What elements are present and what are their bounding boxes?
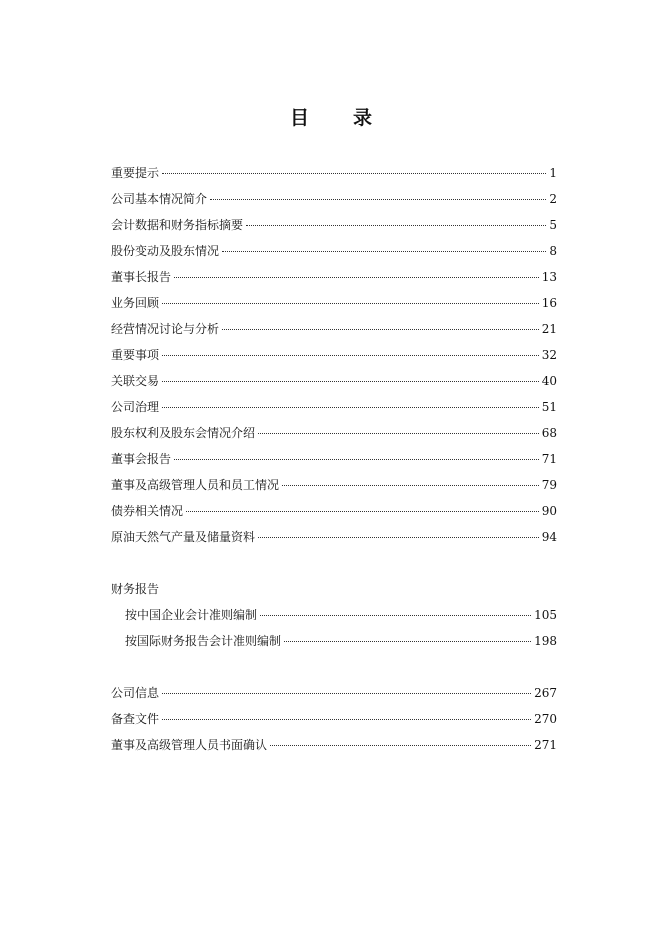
toc-entry-page-number: 51	[541, 400, 557, 414]
toc-leader-dots	[162, 381, 539, 382]
toc-leader-dots	[162, 693, 531, 694]
toc-entry-label: 经营情况讨论与分析	[111, 322, 220, 336]
toc-entry[interactable]	[111, 446, 557, 472]
toc-entry[interactable]	[111, 628, 557, 654]
toc-entry-label: 公司治理	[111, 400, 160, 414]
toc-entry-page-number: 21	[541, 322, 557, 336]
toc-entry-page-number: 8	[549, 244, 557, 258]
toc-entry-page-number: 71	[541, 452, 557, 466]
toc-entry-page-number: 267	[534, 686, 557, 700]
toc-entry-label: 公司信息	[111, 686, 160, 700]
toc-leader-dots	[260, 615, 531, 616]
toc-leader-dots	[162, 719, 531, 720]
toc-entry-page-number: 1	[549, 166, 557, 180]
toc-leader-dots	[162, 173, 546, 174]
toc-entry[interactable]	[111, 472, 557, 498]
toc-leader-dots	[258, 433, 539, 434]
toc-leader-dots	[162, 355, 539, 356]
toc-entry-label: 董事长报告	[111, 270, 172, 284]
toc-entry[interactable]	[111, 186, 557, 212]
toc-leader-dots	[174, 277, 539, 278]
toc-entry-page-number: 271	[534, 738, 557, 752]
toc-entry[interactable]	[111, 212, 557, 238]
toc-entry-label: 股东权利及股东会情况介绍	[111, 426, 256, 440]
toc-entry-page-number: 198	[534, 634, 557, 648]
toc-entry-label: 股份变动及股东情况	[111, 244, 220, 258]
toc-entry-label: 备查文件	[111, 712, 160, 726]
title-char-1: 目	[289, 107, 309, 129]
toc-entry[interactable]	[111, 680, 557, 706]
toc-leader-dots	[222, 329, 539, 330]
toc-leader-dots	[270, 745, 531, 746]
toc-entry[interactable]	[111, 498, 557, 524]
toc-entry[interactable]	[111, 394, 557, 420]
toc-financial-section	[111, 602, 557, 654]
toc-entry-label: 董事及高级管理人员和员工情况	[111, 478, 280, 492]
toc-entry-label: 债券相关情况	[111, 504, 184, 518]
page-title	[0, 103, 662, 130]
toc-entry[interactable]	[111, 290, 557, 316]
toc-entry-label: 关联交易	[111, 374, 160, 388]
toc-entry-page-number: 79	[541, 478, 557, 492]
toc-main-section	[111, 160, 557, 550]
toc-leader-dots	[282, 485, 539, 486]
toc-entry[interactable]	[111, 732, 557, 758]
toc-financial-heading: 财务报告	[111, 582, 160, 596]
toc-entry[interactable]	[111, 264, 557, 290]
toc-entry-page-number: 13	[541, 270, 557, 284]
toc-entry[interactable]	[111, 238, 557, 264]
toc-entry[interactable]	[111, 368, 557, 394]
toc-entry-page-number: 270	[534, 712, 557, 726]
toc-entry-label: 重要事项	[111, 348, 160, 362]
toc-entry-page-number: 2	[549, 192, 557, 206]
toc-entry[interactable]	[111, 524, 557, 550]
toc-entry-label: 会计数据和财务指标摘要	[111, 218, 244, 232]
toc-entry[interactable]	[111, 342, 557, 368]
toc-entry-label: 按国际财务报告会计准则编制	[125, 634, 282, 648]
toc-entry[interactable]	[111, 602, 557, 628]
toc-leader-dots	[258, 537, 539, 538]
toc-entry-page-number: 94	[541, 530, 557, 544]
toc-entry[interactable]	[111, 706, 557, 732]
toc-entry-page-number: 5	[549, 218, 557, 232]
toc-entry-label: 按中国企业会计准则编制	[125, 608, 258, 622]
toc-leader-dots	[186, 511, 539, 512]
toc-entry-page-number: 90	[541, 504, 557, 518]
table-of-contents	[111, 160, 557, 758]
toc-entry-label: 业务回顾	[111, 296, 160, 310]
toc-leader-dots	[284, 641, 531, 642]
toc-entry-page-number: 40	[541, 374, 557, 388]
toc-leader-dots	[222, 251, 546, 252]
title-char-2: 录	[353, 107, 373, 129]
toc-entry-label: 重要提示	[111, 166, 160, 180]
toc-entry-label: 原油天然气产量及储量资料	[111, 530, 256, 544]
toc-entry[interactable]	[111, 160, 557, 186]
toc-entry-label: 董事会报告	[111, 452, 172, 466]
toc-entry[interactable]	[111, 316, 557, 342]
toc-leader-dots	[162, 303, 539, 304]
toc-entry-label: 董事及高级管理人员书面确认	[111, 738, 268, 752]
toc-leader-dots	[162, 407, 539, 408]
toc-leader-dots	[210, 199, 546, 200]
toc-leader-dots	[246, 225, 546, 226]
toc-entry[interactable]	[111, 420, 557, 446]
toc-entry-page-number: 105	[534, 608, 557, 622]
toc-entry-label: 公司基本情况简介	[111, 192, 208, 206]
toc-entry-page-number: 68	[541, 426, 557, 440]
toc-leader-dots	[174, 459, 539, 460]
toc-entry-page-number: 16	[541, 296, 557, 310]
toc-closing-section	[111, 680, 557, 758]
toc-entry-page-number: 32	[541, 348, 557, 362]
